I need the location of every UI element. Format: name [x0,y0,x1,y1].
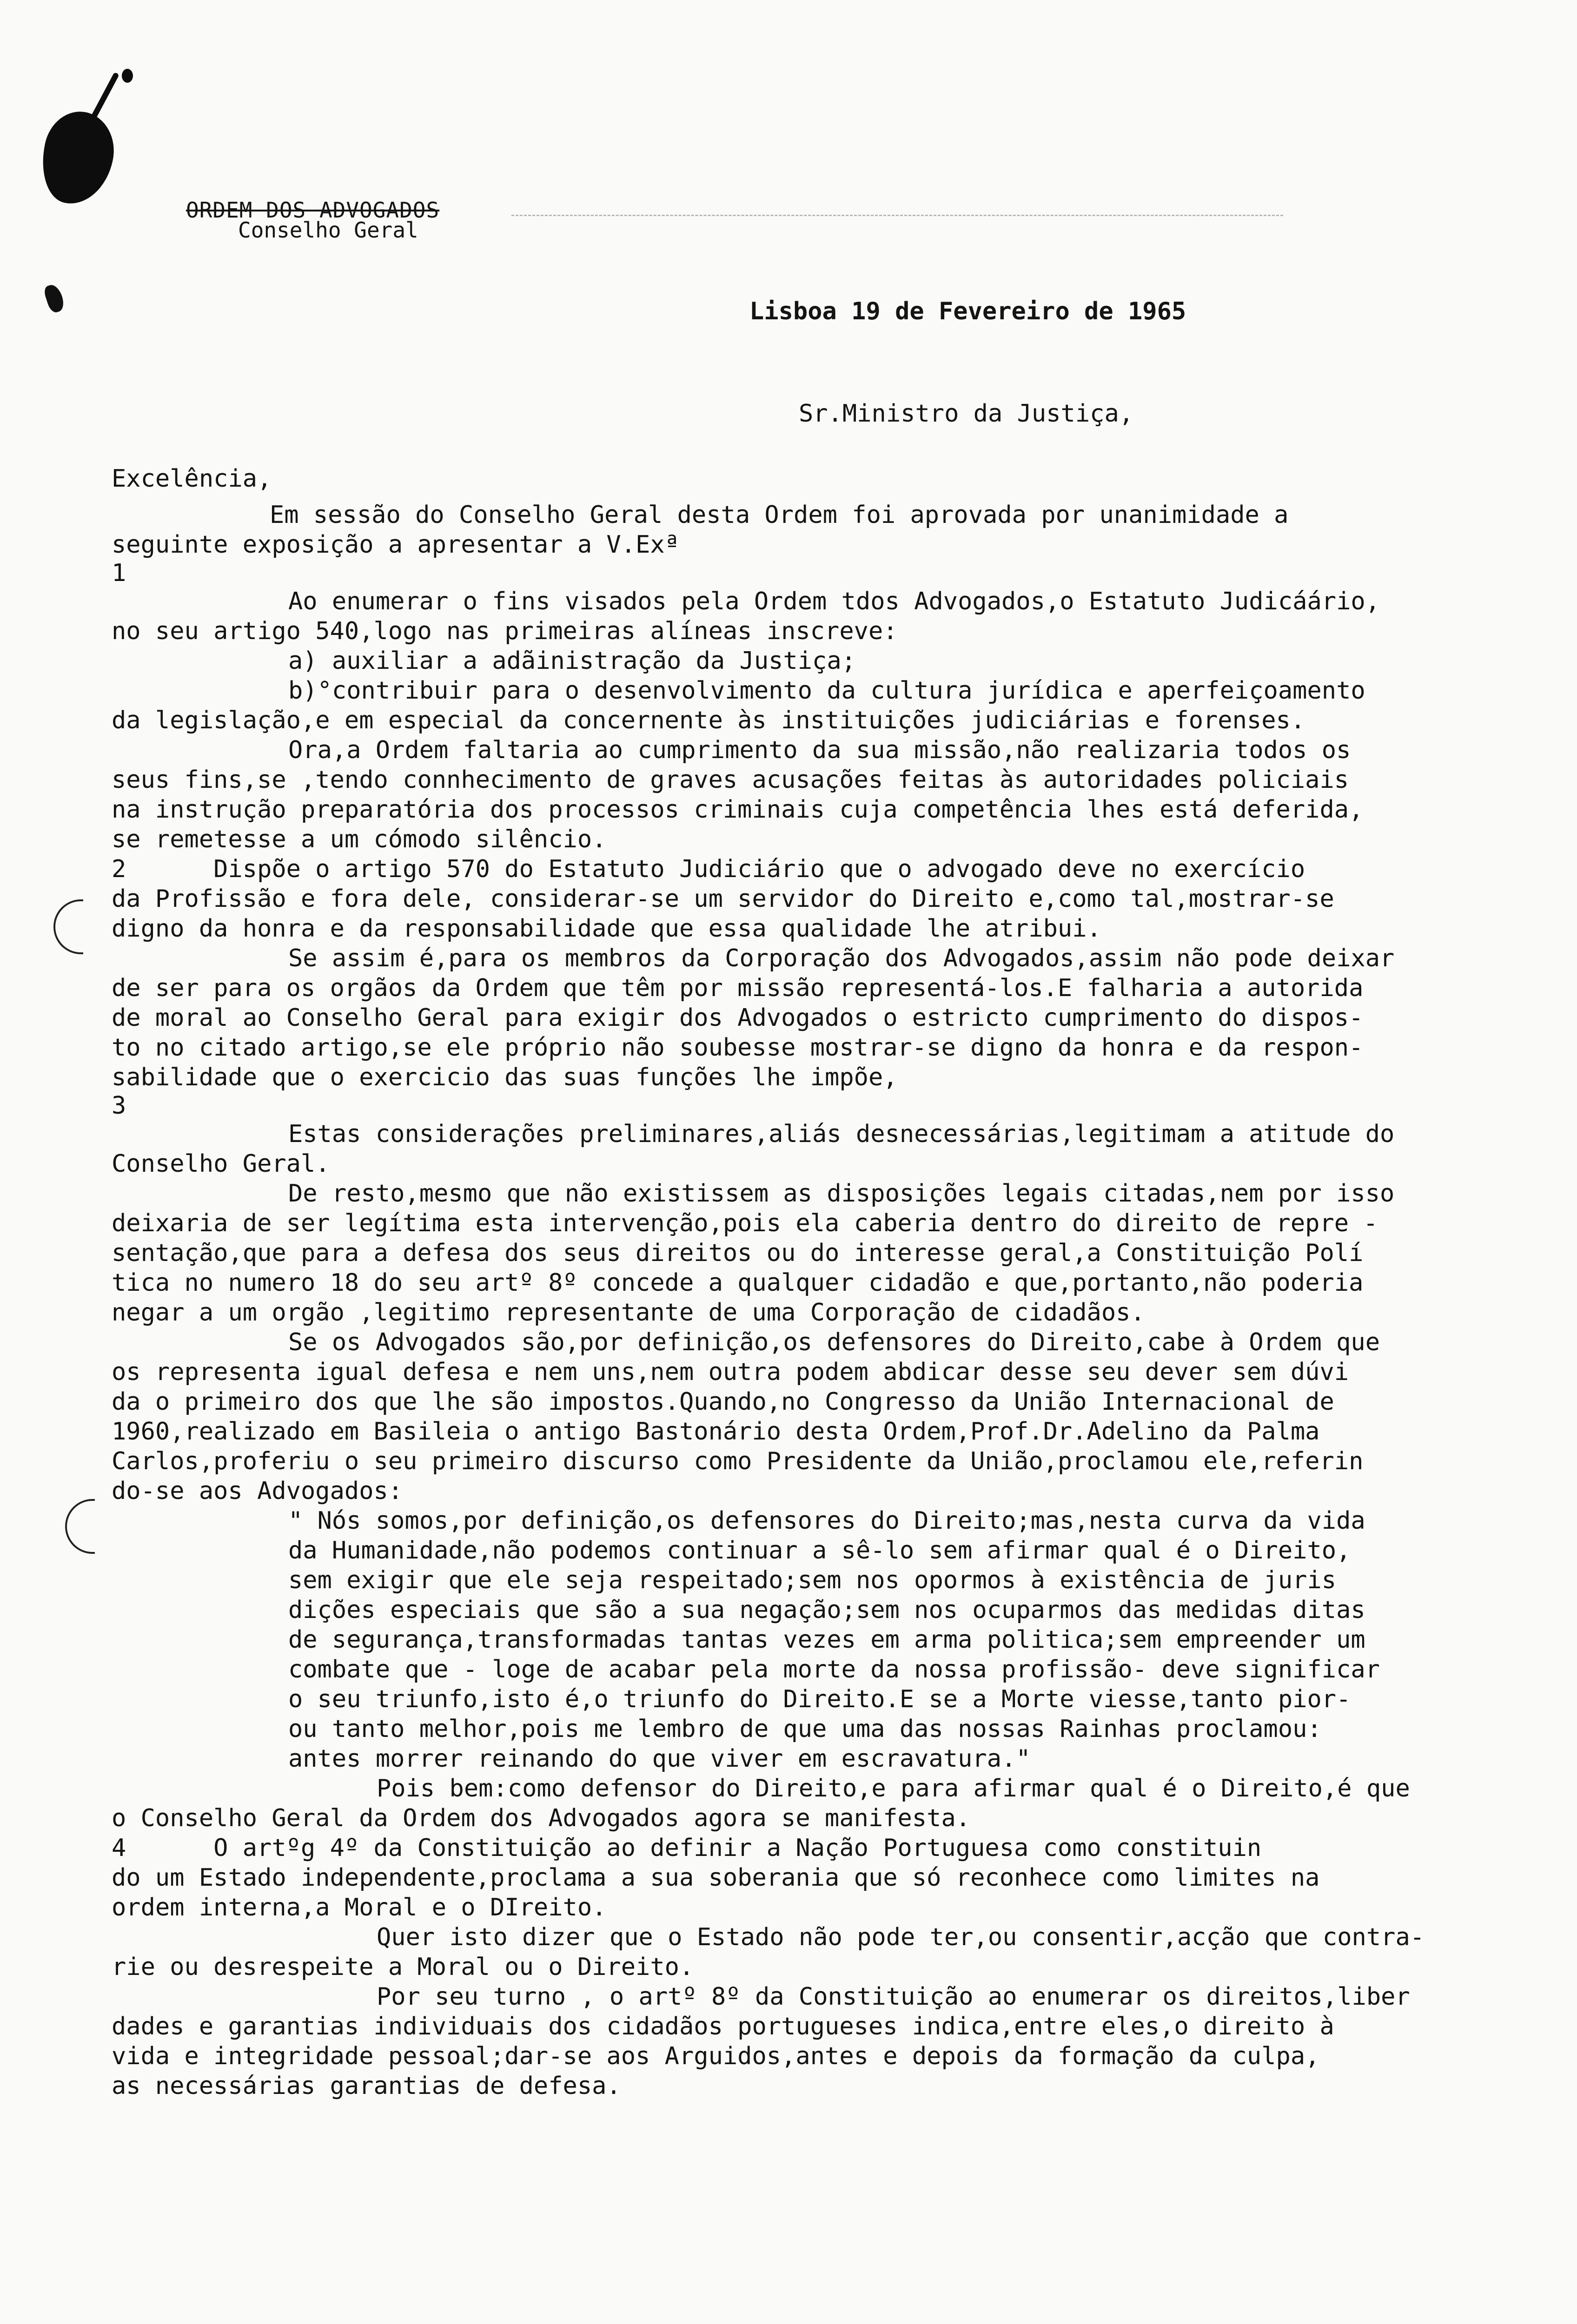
letterhead-organization: ORDEM DOS ADVOGADOS [186,198,440,223]
body-line: Pois bem:como defensor do Direito,e para afirmar qual é o Direito,é que [377,1775,1410,1802]
body-line: seus fins,se ,tendo connhecimento de graves acusações feitas às autoridades policiais [112,766,1349,794]
body-line: Quer isto dizer que o Estado não pode ter,ou consentir,acção que contra- [377,1923,1425,1951]
body-line: 1960,realizado em Basileia o antigo Bastonário desta Ordem,Prof.Dr.Adelino da Palma [112,1418,1320,1446]
body-line: b)°contribuir para o desenvolvimento da cultura jurídica e aperfeiçoamento [288,677,1365,705]
body-line: se remetesse a um cómodo silêncio. [112,825,607,853]
body-line: Se os Advogados são,por definição,os defensores do Direito,cabe à Ordem que [288,1328,1380,1356]
body-line: dades e garantias individuais dos cidadãos portugueses indica,entre eles,o direito à [112,2013,1334,2040]
body-line: da o primeiro dos que lhe são impostos.Quando,no Congresso da União Internacional de [112,1388,1334,1416]
body-line: negar a um orgão ,legitimo representante de uma Corporação de cidadãos. [112,1299,1145,1327]
addressee: Sr.Ministro da Justiça, [799,400,1134,428]
ink-mark-icon [43,283,66,314]
body-line: da Humanidade,não podemos continuar a sê-lo sem afirmar qual é o Direito, [288,1537,1351,1565]
body-line: digno da honra e da responsabilidade que essa qualidade lhe atribui. [112,915,1101,943]
date-line: Lisboa 19 de Fevereiro de 1965 [749,297,1186,325]
body-line: Ora,a Ordem faltaria ao cumprimento da sua missão,não realizaria todos os [288,736,1351,764]
body-line: sem exigir que ele seja respeitado;sem nos opormos à existência de juris [288,1566,1337,1594]
letterhead-divider [511,215,1283,216]
body-line: da legislação,e em especial da concernente às instituições judiciárias e forenses. [112,706,1305,734]
body-line: no seu artigo 540,logo nas primeiras alíneas inscreve: [112,617,898,645]
body-line: de ser para os orgãos da Ordem que têm por missão representá-los.E falharia a autorida [112,974,1364,1002]
body-line: Se assim é,para os membros da Corporação dos Advogados,assim não pode deixar [288,944,1395,972]
letterhead-council: Conselho Geral [238,218,418,243]
body-line: seguinte exposição a apresentar a V.Exª [112,531,679,559]
body-line: de moral ao Conselho Geral para exigir dos Advogados o estricto cumprimento do dispos- [112,1004,1364,1032]
body-line: tica no numero 18 do seu artº 8º concede a qualquer cidadão e que,portanto,não poderia [112,1269,1364,1297]
body-line: do um Estado independente,proclama a sua soberania que só reconhece como limites na [112,1864,1320,1892]
body-line: ordem interna,a Moral e o DIreito. [112,1894,607,1921]
body-line: Conselho Geral. [112,1150,330,1178]
body-line: antes morrer reinando do que viver em escravatura." [288,1745,1031,1773]
body-line: ou tanto melhor,pois me lembro de que uma das nossas Rainhas proclamou: [288,1715,1322,1743]
body-line: Ao enumerar o fins visados pela Ordem tdos Advogados,o Estatuto Judicáário, [288,588,1380,615]
body-line: deixaria de ser legítima esta intervenção,pois ela caberia dentro do direito de repre - [112,1209,1378,1237]
section-number: 3 [112,1092,126,1120]
body-line: Por seu turno , o artº 8º da Constituição ao enumerar os direitos,liber [377,1983,1410,2011]
body-line: vida e integridade pessoal;dar-se aos Arguidos,antes e depois da formação da culpa, [112,2042,1320,2070]
body-line: 4 O artºg 4º da Constituição ao definir a Nação Portuguesa como constituin [112,1834,1262,1862]
salutation: Excelência, [112,465,272,493]
ink-blot-icon [122,69,133,83]
body-line: De resto,mesmo que não existissem as disposições legais citadas,nem por isso [288,1180,1395,1208]
body-line: da Profissão e fora dele, considerar-se um servidor do Direito e,como tal,mostrar-se [112,885,1334,913]
body-line: sabilidade que o exercicio das suas funções lhe impõe, [112,1063,898,1091]
body-line: combate que - loge de acabar pela morte da nossa profissão- deve significar [288,1656,1380,1684]
body-line: rie ou desrespeite a Moral ou o Direito. [112,1953,694,1981]
body-line: Em sessão do Conselho Geral desta Ordem foi aprovada por unanimidade a [270,501,1289,529]
body-line: de segurança,transformadas tantas vezes em arma politica;sem empreender um [288,1626,1365,1654]
body-line: " Nós somos,por definição,os defensores do Direito;mas,nesta curva da vida [288,1507,1365,1535]
body-line: sentação,que para a defesa dos seus direitos ou do interesse geral,a Constituição Polí [112,1239,1364,1267]
body-line: Carlos,proferiu o seu primeiro discurso como Presidente da União,proclamou ele,referin [112,1447,1364,1475]
body-line: 2 Dispõe o artigo 570 do Estatuto Judiciário que o advogado deve no exercício [112,855,1305,883]
body-line: os representa igual defesa e nem uns,nem outra podem abdicar desse seu dever sem dúvi [112,1358,1349,1386]
body-line: o seu triunfo,isto é,o triunfo do Direito.E se a Morte viesse,tanto pior- [288,1685,1351,1713]
margin-bracket [53,899,83,954]
letter-body [112,500,1525,2101]
ink-blot-icon [34,106,121,211]
section-number: 1 [112,559,126,587]
body-line: a) auxiliar a adãinistração da Justiça; [288,647,856,675]
body-line: dições especiais que são a sua negação;sem nos ocuparmos das medidas ditas [288,1596,1365,1624]
margin-bracket [65,1499,95,1554]
body-line: na instrução preparatória dos processos criminais cuja competência lhes está deferida, [112,796,1364,824]
body-line: as necessárias garantias de defesa. [112,2072,621,2100]
body-line: o Conselho Geral da Ordem dos Advogados agora se manifesta. [112,1804,971,1832]
body-line: do-se aos Advogados: [112,1477,403,1505]
body-line: Estas considerações preliminares,aliás desnecessárias,legitimam a atitude do [288,1120,1395,1148]
body-line: to no citado artigo,se ele próprio não soubesse mostrar-se digno da honra e da respon- [112,1034,1364,1062]
